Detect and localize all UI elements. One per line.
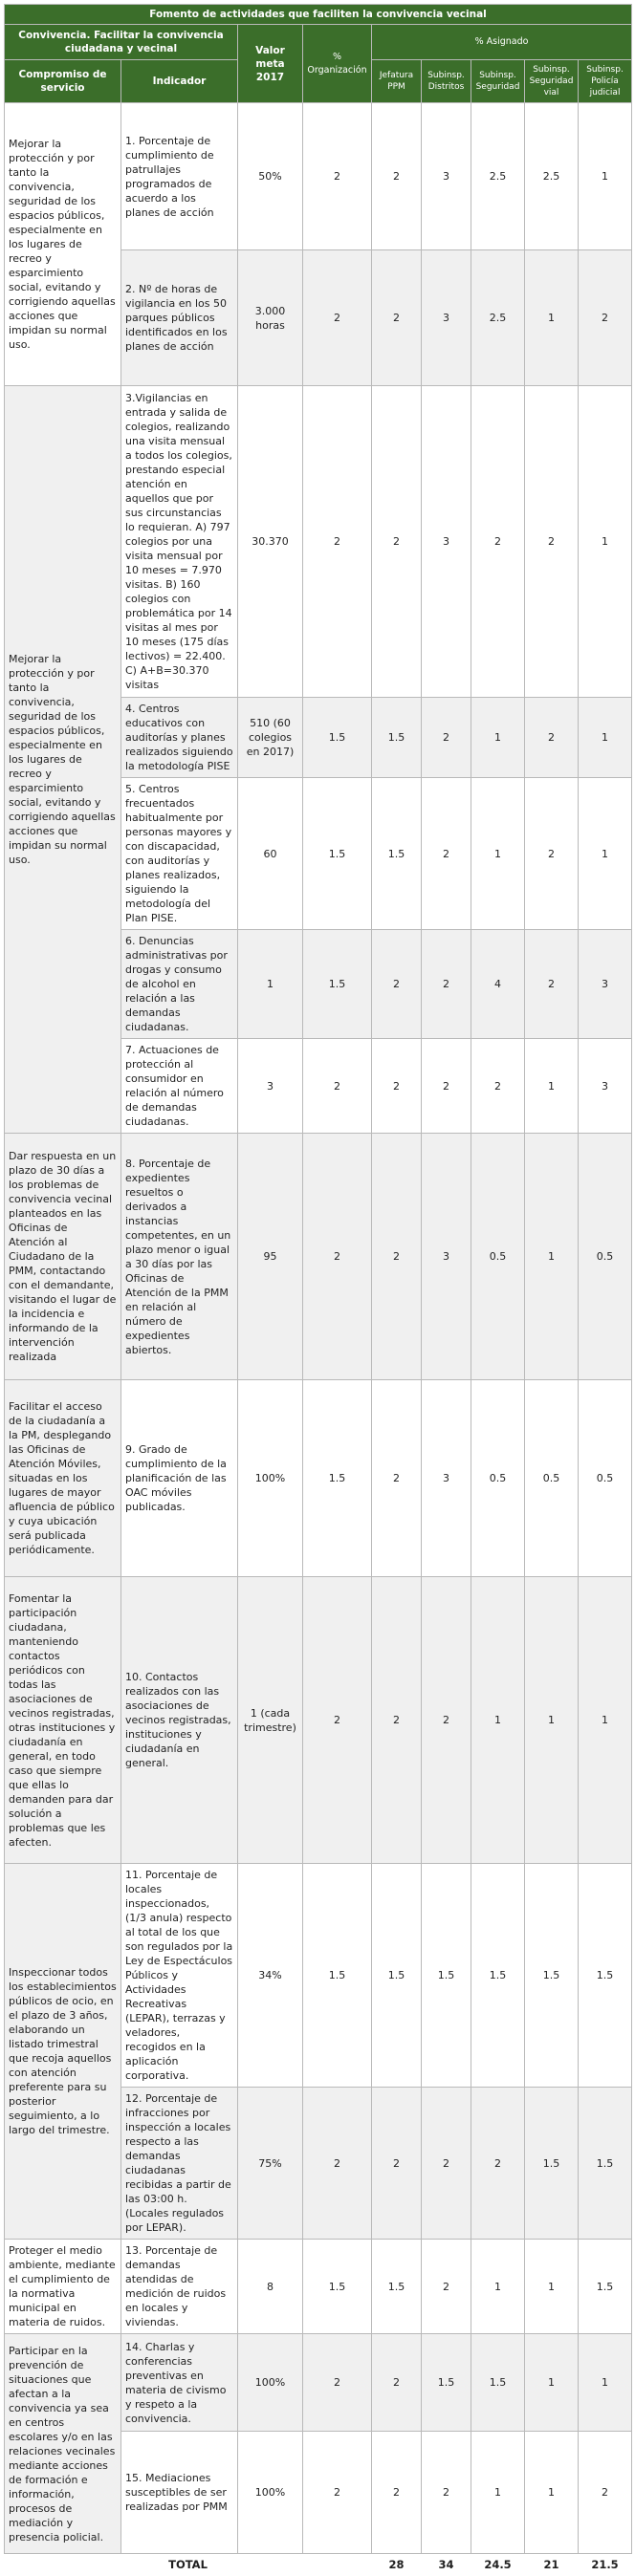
pct-asignado-cell: 1 [525,2432,579,2554]
pct-asignado-cell: 2 [372,386,422,698]
pct-asignado-cell: 1 [525,2240,579,2334]
pct-organizacion-cell: 1.5 [303,2240,372,2334]
pct-asignado-cell: 2 [422,930,471,1039]
table-row [5,2240,632,2334]
valor-meta-cell: 1 [238,930,303,1039]
compromiso-cell: Participar en la prevención de situaciones que afectan a la convivencia ya sea en centros escolares y/o en las relaciones vecinales mediante acciones de formación e información, procesos de mediación y presencia policial. [5,2334,121,2554]
valor-meta-cell: 1 (cada trimestre) [238,1577,303,1864]
indicador-cell: 5. Centros frecuentados habitualmente por personas mayores y con discapacidad, con auditorías y planes realizados, siguiendo la metodología del Plan PISE. [121,778,238,930]
compromiso-cell: Mejorar la protección y por tanto la convivencia, seguridad de los espacios públicos, especialmente en los lugares de recreo y esparcimiento social, evitando y corrigiendo aquellas acciones que impidan su normal uso. [5,386,121,1134]
total-label: TOTAL [5,2554,372,2576]
pct-asignado-cell: 0.5 [471,1380,525,1577]
pct-asignado-cell: 2 [525,386,579,698]
pct-asignado-cell: 2 [422,698,471,778]
table-row [5,386,632,698]
pct-asignado-cell: 2 [579,2432,632,2554]
indicador-cell: 15. Mediaciones susceptibles de ser realizadas por PMM [121,2432,238,2554]
pct-asignado-cell: 1 [525,1134,579,1380]
valor-meta-cell: 30.370 [238,386,303,698]
pct-asignado-cell: 2 [372,1134,422,1380]
pct-asignado-cell: 3 [579,1039,632,1134]
valor-meta-header: Valor meta 2017 [238,25,303,103]
valor-meta-cell: 50% [238,103,303,250]
col-header: Subinsp. Seguridad vial [525,60,579,103]
pct-asignado-cell: 1 [471,2240,525,2334]
pct-asignado-cell: 1 [579,103,632,250]
pct-organizacion-cell: 2 [303,386,372,698]
pct-asignado-cell: 1 [579,1577,632,1864]
valor-meta-cell: 95 [238,1134,303,1380]
col-header: Jefatura PPM [372,60,422,103]
pct-asignado-cell: 1.5 [372,698,422,778]
indicador-cell: 8. Porcentaje de expedientes resueltos o derivados a instancias competentes, en un plazo menor o igual a 30 días por las Oficinas de Atención de la PMM en relación al número de expedientes abiertos. [121,1134,238,1380]
total-value: 24.5 [471,2554,525,2576]
valor-meta-cell: 100% [238,2334,303,2432]
pct-asignado-cell: 2 [372,2088,422,2240]
pct-asignado-cell: 1.5 [525,1864,579,2088]
indicador-header: Indicador [121,60,238,103]
indicador-cell: 12. Porcentaje de infracciones por inspección a locales respecto a las demandas ciudadanas recibidas a partir de las 03:00 h. (Locales regulados por LEPAR). [121,2088,238,2240]
pct-asignado-cell: 2 [579,250,632,386]
pct-asignado-cell: 1 [579,386,632,698]
valor-meta-cell: 34% [238,1864,303,2088]
indicador-cell: 11. Porcentaje de locales inspeccionados, (1/3 anula) respecto al total de los que son regulados por la Ley de Espectáculos Públicos y Actividades Recreativas (LEPAR), terrazas y veladores, recogidos en la aplicación corporativa. [121,1864,238,2088]
compromiso-header: Compromiso de servicio [5,60,121,103]
activities-table [4,4,632,2576]
group-title: Convivencia. Facilitar la convivencia ciudadana y vecinal [5,25,238,60]
pct-organizacion-cell: 1.5 [303,930,372,1039]
pct-asignado-cell: 1 [579,698,632,778]
total-value: 28 [372,2554,422,2576]
valor-meta-cell: 3.000 horas [238,250,303,386]
pct-asignado-cell: 3 [422,386,471,698]
indicador-cell: 14. Charlas y conferencias preventivas en materia de civismo y respeto a la convivencia. [121,2334,238,2432]
pct-asignado-cell: 2.5 [471,250,525,386]
pct-organizacion-header: % Organización [303,25,372,103]
compromiso-cell: Facilitar el acceso de la ciudadanía a la PM, desplegando las Oficinas de Atención Móviles, situadas en los lugares de mayor afluencia de público y cuya ubicación será publicada periódicamente. [5,1380,121,1577]
indicador-cell: 1. Porcentaje de cumplimiento de patrullajes programados de acuerdo a los planes de acción [121,103,238,250]
valor-meta-cell: 8 [238,2240,303,2334]
pct-asignado-cell: 2 [471,1039,525,1134]
pct-asignado-cell: 3 [579,930,632,1039]
indicador-cell: 4. Centros educativos con auditorías y planes realizados siguiendo la metodología PISE [121,698,238,778]
col-header: Subinsp. Policía judicial [579,60,632,103]
pct-asignado-cell: 4 [471,930,525,1039]
total-value: 21 [525,2554,579,2576]
table-row [5,1134,632,1380]
indicador-cell: 10. Contactos realizados con las asociaciones de vecinos registradas, instituciones y ciudadanía en general. [121,1577,238,1864]
pct-asignado-cell: 2 [372,103,422,250]
table-body [5,103,632,2576]
pct-asignado-cell: 0.5 [525,1380,579,1577]
pct-asignado-cell: 2 [422,1577,471,1864]
col-header: Subinsp. Seguridad [471,60,525,103]
pct-asignado-cell: 2 [422,778,471,930]
pct-organizacion-cell: 2 [303,1577,372,1864]
pct-asignado-cell: 3 [422,1380,471,1577]
pct-organizacion-cell: 2 [303,2088,372,2240]
pct-organizacion-cell: 2 [303,2334,372,2432]
pct-asignado-cell: 1 [471,1577,525,1864]
valor-meta-cell: 100% [238,1380,303,1577]
pct-asignado-cell: 1 [471,2432,525,2554]
pct-asignado-cell: 1.5 [372,778,422,930]
pct-asignado-cell: 3 [422,1134,471,1380]
pct-asignado-cell: 2 [471,2088,525,2240]
pct-asignado-cell: 1 [471,778,525,930]
pct-organizacion-cell: 2 [303,1039,372,1134]
pct-asignado-cell: 1.5 [372,1864,422,2088]
pct-asignado-cell: 2.5 [471,103,525,250]
pct-asignado-cell: 2 [372,1039,422,1134]
pct-asignado-cell: 1.5 [471,1864,525,2088]
pct-asignado-cell: 1.5 [579,2088,632,2240]
pct-organizacion-cell: 1.5 [303,1380,372,1577]
pct-asignado-cell: 2 [372,250,422,386]
pct-asignado-cell: 2 [422,2432,471,2554]
indicador-cell: 9. Grado de cumplimiento de la planificación de las OAC móviles publicadas. [121,1380,238,1577]
pct-asignado-cell: 2 [372,930,422,1039]
indicador-cell: 2. Nº de horas de vigilancia en los 50 parques públicos identificados en los planes de acción [121,250,238,386]
pct-asignado-cell: 2 [372,1380,422,1577]
table-row [5,1380,632,1577]
pct-asignado-cell: 1 [525,2334,579,2432]
pct-organizacion-cell: 1.5 [303,778,372,930]
pct-organizacion-cell: 2 [303,2432,372,2554]
pct-organizacion-cell: 2 [303,250,372,386]
pct-organizacion-cell: 2 [303,1134,372,1380]
pct-asignado-cell: 2 [525,698,579,778]
pct-organizacion-cell: 1.5 [303,698,372,778]
pct-asignado-cell: 2 [422,2088,471,2240]
pct-asignado-cell: 2 [525,930,579,1039]
table-title: Fomento de actividades que faciliten la convivencia vecinal [5,5,632,25]
pct-asignado-cell: 0.5 [471,1134,525,1380]
valor-meta-cell: 3 [238,1039,303,1134]
pct-asignado-cell: 2 [372,1577,422,1864]
table-row [5,1577,632,1864]
pct-asignado-cell: 1 [579,778,632,930]
compromiso-cell: Fomentar la participación ciudadana, manteniendo contactos periódicos con todas las asociaciones de vecinos registradas, otras instituciones y ciudadanía en general, en todo caso que siempre que ellas lo demanden para dar solución a problemas que les afecten. [5,1577,121,1864]
pct-asignado-cell: 2 [372,2432,422,2554]
indicador-cell: 13. Porcentaje de demandas atendidas de medición de ruidos en locales y viviendas. [121,2240,238,2334]
pct-asignado-cell: 1 [525,250,579,386]
table-row [5,1864,632,2088]
pct-asignado-cell: 1.5 [525,2088,579,2240]
total-value: 34 [422,2554,471,2576]
pct-asignado-cell: 1 [579,2334,632,2432]
pct-asignado-cell: 3 [422,103,471,250]
pct-asignado-cell: 1.5 [422,1864,471,2088]
total-row [5,2554,632,2576]
pct-asignado-cell: 1 [525,1039,579,1134]
pct-asignado-cell: 2 [471,386,525,698]
pct-asignado-cell: 1.5 [579,1864,632,2088]
pct-asignado-cell: 1.5 [471,2334,525,2432]
pct-asignado-cell: 1.5 [579,2240,632,2334]
compromiso-cell: Proteger el medio ambiente, mediante el cumplimiento de la normativa municipal en materia de ruidos. [5,2240,121,2334]
indicador-cell: 7. Actuaciones de protección al consumidor en relación al número de demandas ciudadanas. [121,1039,238,1134]
valor-meta-cell: 510 (60 colegios en 2017) [238,698,303,778]
compromiso-cell: Inspeccionar todos los establecimientos públicos de ocio, en el plazo de 3 años, elaborando un listado trimestral que recoja aquellos con atención preferente para su posterior seguimiento, a lo largo del trimestre. [5,1864,121,2240]
total-value: 21.5 [579,2554,632,2576]
pct-asignado-cell: 1 [525,1577,579,1864]
compromiso-cell: Mejorar la protección y por tanto la convivencia, seguridad de los espacios públicos, especialmente en los lugares de recreo y esparcimiento social, evitando y corrigiendo aquellas acciones que impidan su normal uso. [5,103,121,386]
valor-meta-cell: 60 [238,778,303,930]
valor-meta-cell: 75% [238,2088,303,2240]
pct-asignado-cell: 2 [422,1039,471,1134]
pct-asignado-cell: 2 [422,2240,471,2334]
compromiso-cell: Dar respuesta en un plazo de 30 días a los problemas de convivencia vecinal planteados en las Oficinas de Atención al Ciudadano de la PMM, contactando con el demandante, visitando el lugar de la incidencia e informando de la intervención realizada [5,1134,121,1380]
pct-asignado-cell: 2.5 [525,103,579,250]
indicador-cell: 3.Vigilancias en entrada y salida de colegios, realizando una visita mensual a todos los colegios, prestando especial atención en aquellos que por sus circunstancias lo requieran. A) 797 colegios por una visita mensual por 10 meses = 7.970 visitas. B) 160 colegios con problemática por 14 visitas al mes por 10 meses (175 días lectivos) = 22.400. C) A+B=30.370 visitas [121,386,238,698]
table-row [5,2334,632,2432]
pct-organizacion-cell: 2 [303,103,372,250]
indicador-cell: 6. Denuncias administrativas por drogas y consumo de alcohol en relación a las demandas ciudadanas. [121,930,238,1039]
pct-asignado-cell: 2 [525,778,579,930]
pct-asignado-header: % Asignado [372,25,632,60]
pct-asignado-cell: 1.5 [422,2334,471,2432]
pct-asignado-cell: 1.5 [372,2240,422,2334]
pct-asignado-cell: 2 [372,2334,422,2432]
pct-asignado-cell: 0.5 [579,1134,632,1380]
pct-asignado-cell: 0.5 [579,1380,632,1577]
table-row [5,103,632,250]
pct-asignado-cell: 1 [471,698,525,778]
pct-asignado-cell: 3 [422,250,471,386]
pct-organizacion-cell: 1.5 [303,1864,372,2088]
valor-meta-cell: 100% [238,2432,303,2554]
col-header: Subinsp. Distritos [422,60,471,103]
